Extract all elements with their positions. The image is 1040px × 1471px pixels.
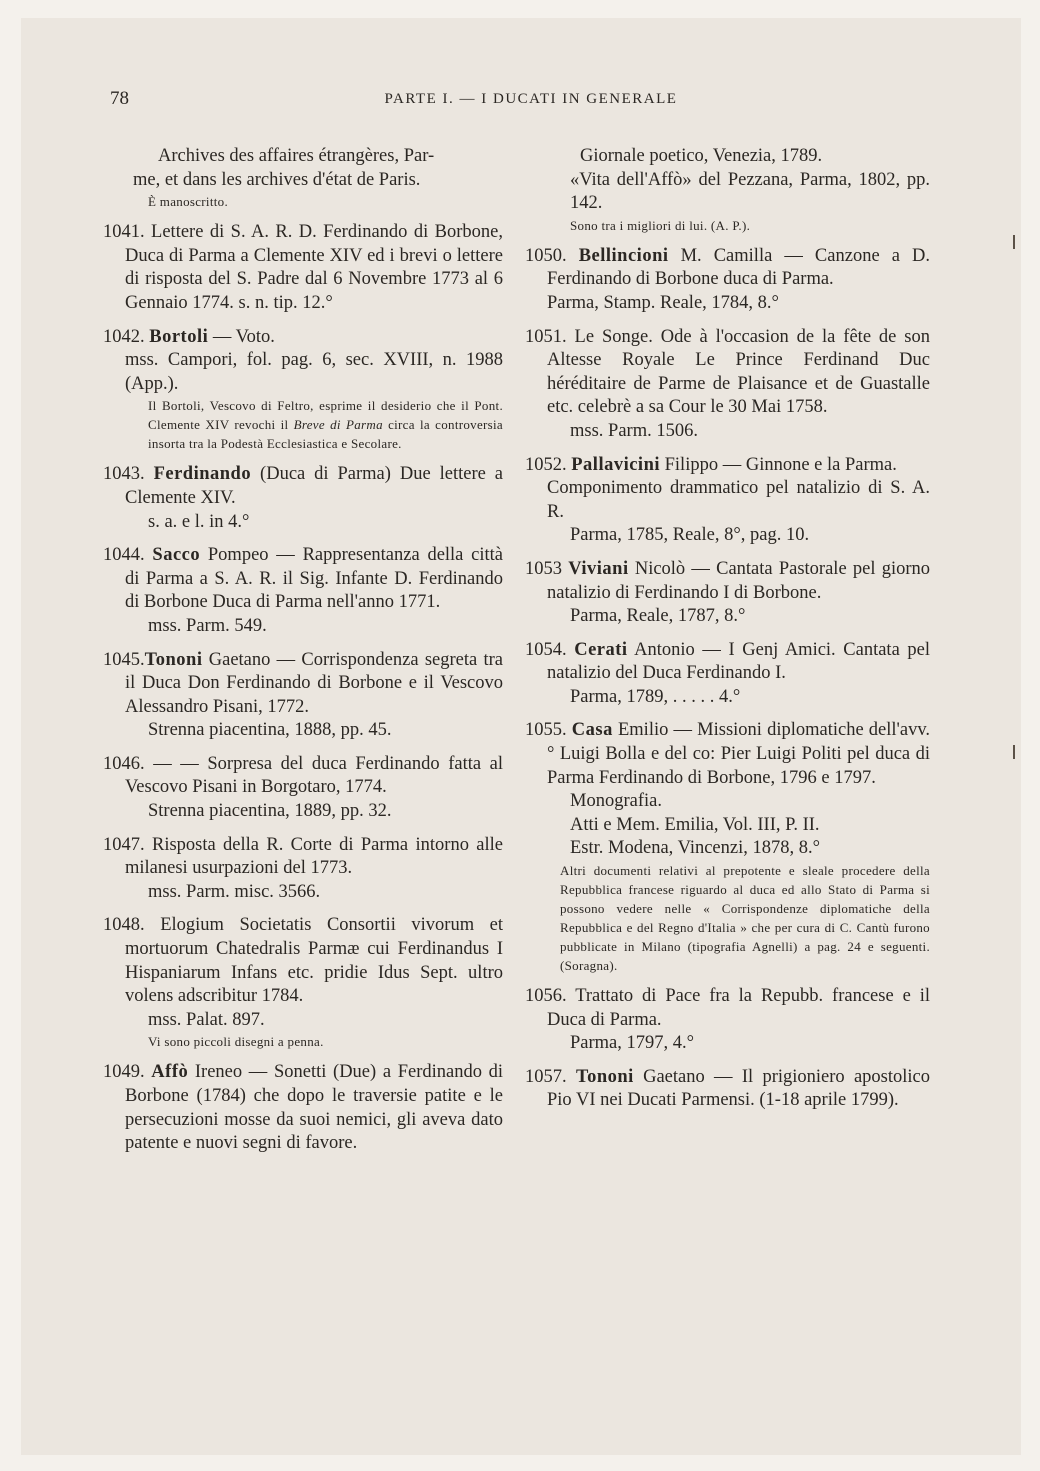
entry-note: Vi sono piccoli disegni a penna. [148, 1034, 324, 1050]
entry-number: 1044. [103, 545, 145, 566]
author-name: Bellincioni [578, 245, 669, 266]
entry-source: Strenna piacentina, 1889, pp. 32. [148, 801, 392, 822]
entry-number: 1057. [525, 1066, 567, 1087]
entry-number: 1043. [103, 464, 145, 485]
entry-title: (Duca di Parma) Due lettere a Clemente XIV. [125, 464, 503, 508]
entry-text: 1056. Trattato di Pace fra la Repubb. francese e il Duca di Parma. [525, 986, 930, 1030]
entry-title: M. Camilla — Canzone a D. Ferdinando di Borbone duca di Parma. [547, 245, 930, 290]
entry-number: 1053 [525, 558, 562, 579]
entry-1041 [103, 221, 503, 315]
entry-subtitle: Monografia. [570, 791, 662, 812]
entry-source: mss. Parm. misc. 3566. [148, 881, 321, 902]
continuation-entry [525, 145, 930, 235]
entry-source: mss. Parm. 549. [148, 615, 267, 636]
entry-1052 [525, 454, 930, 548]
author-name: Viviani [568, 558, 629, 579]
entry-text: 1041. Lettere di S. A. R. D. Ferdinando di Borbone, Duca di Parma a Clemente XIV ed i brevi o lettere di risposta del S. Padre dal 6 Novembre 1773 al 6 Gennaio 1774. s. n. tip. 12.° [103, 222, 503, 313]
entry-number: 1042. [103, 326, 145, 347]
entry-source: Parma, Stamp. Reale, 1784, 8.° [547, 292, 779, 313]
entry-1051 [525, 326, 930, 444]
note-emphasis: Breve di Parma [293, 417, 383, 433]
entry-title: Filippo — Ginnone e la Parma. [660, 454, 897, 475]
entry-note: Altri documenti relativi al prepotente e sleale procedere della Repubblica francese riguardo al duca ed allo Stato di Parma si possono vedere nelle « Corrispondenze diplomatiche della Repubblica e del Regno d'Italia » che per cura di C. Cantù furono pubblicate in Milano (tipografia Agnelli) a pag. 24 e seguenti. (Soragna). [560, 863, 930, 974]
entry-title: — Voto. [208, 326, 275, 347]
author-name: Ferdinando [153, 464, 252, 485]
entry-text: 1051. Le Songe. Ode à l'occasion de la fête de son Altesse Royale Le Prince Ferdinand Duc héréditaire de Parme de Plaisance et de Guastalle etc. celebrè a sa Cour le 30 Mai 1758. [525, 326, 930, 418]
entry-title: Ireneo — Sonetti (Due) a Ferdinando di Borbone (1784) che dopo le traversie patite e le persecuzioni mosse da suoi nemici, gli aveva dato patente e nuovi segni di favore. [125, 1062, 504, 1154]
entry-note: Sono tra i migliori di lui. (A. P.). [570, 217, 751, 233]
entry-text: 1046. — — Sorpresa del duca Ferdinando fatta al Vescovo Pisani in Borgotaro, 1774. [103, 753, 503, 798]
left-column [103, 145, 503, 1166]
continuation-entry [103, 145, 503, 211]
entry-1057 [525, 1066, 930, 1113]
entry-source: Parma, 1785, Reale, 8°, pag. 10. [570, 525, 810, 546]
entry-1050 [525, 245, 930, 316]
author-name: Affò [151, 1062, 189, 1083]
entry-source: mss. Palat. 897. [148, 1009, 265, 1030]
continuation-line: me, et dans les archives d'état de Paris. [133, 169, 421, 190]
entry-title: Emilio — Missioni diplomatiche dell'avv.° Luigi Bolla e del co: Pier Luigi Politi pel duca di Parma Ferdinando di Borbone, 1796 e 1797. [547, 720, 931, 788]
entry-1056 [525, 985, 930, 1056]
entry-source: Atti e Mem. Emilia, Vol. III, P. II. [570, 814, 820, 835]
continuation-line: «Vita dell'Affò» del Pezzana, Parma, 1802, pp. 142. [570, 169, 930, 214]
entry-text: 1047. Risposta della R. Corte di Parma intorno alle milanesi usurpazioni del 1773. [103, 834, 503, 879]
page-header [110, 88, 922, 112]
author-name: Tononi [575, 1066, 634, 1087]
entry-source: Strenna piacentina, 1888, pp. 45. [148, 720, 392, 741]
entry-note: È manoscritto. [148, 194, 229, 210]
entry-1054 [525, 639, 930, 710]
entry-1043 [103, 463, 503, 534]
entry-source: mss. Campori, fol. pag. 6, sec. XVIII, n. 1988 (App.). [125, 350, 503, 394]
author-name: Pallavicini [571, 454, 660, 475]
entry-1048 [103, 914, 503, 1051]
entry-number: 1049. [103, 1062, 145, 1083]
continuation-line: Archives des affaires étrangères, Par- [158, 146, 435, 166]
author-name: Bortoli [149, 326, 209, 347]
entry-number: 1052. [525, 454, 567, 475]
entry-1049 [103, 1061, 503, 1155]
author-name: Cerati [574, 639, 628, 660]
entry-title: Gaetano — Il prigioniero apostolico Pio VI nei Ducati Parmensi. (1-18 aprile 1799). [547, 1066, 930, 1111]
entry-source: mss. Parm. 1506. [570, 420, 698, 441]
entry-note: Il Bortoli, Vescovo di Feltro, esprime il desiderio che il Pont. Clemente XIV revochi il Breve di Parma circa la controversia insorta tra la Podestà Ecclesiastica e Secolare. [148, 398, 504, 452]
entry-number: 1054. [525, 639, 567, 660]
right-column [525, 145, 930, 1123]
entry-number: 1055. [525, 720, 567, 741]
entry-1046 [103, 753, 503, 824]
author-name: Tononi [144, 649, 203, 670]
continuation-line: Giornale poetico, Venezia, 1789. [580, 146, 823, 166]
entry-title: Pompeo — Rappresentanza della città di Parma a S. A. R. il Sig. Infante D. Ferdinando di Borbone Duca di Parma nell'anno 1771. [125, 545, 504, 613]
margin-mark [1013, 745, 1015, 759]
entry-1053 [525, 558, 930, 629]
author-name: Sacco [152, 545, 201, 566]
entry-1047 [103, 834, 503, 905]
entry-text: 1048. Elogium Societatis Consortii vivorum et mortuorum Chatedralis Parmæ cui Ferdinandus I Hispaniarum Infans etc. pridie Idus Sept. ultro volens adscribitur 1784. [103, 915, 503, 1007]
page-number: 78 [110, 88, 129, 109]
entry-title: Antonio — I Genj Amici. Cantata pel natalizio del Duca Ferdinando I. [547, 639, 930, 684]
running-title: PARTE I. — I DUCATI IN GENERALE [384, 91, 678, 107]
entry-number: 1050. [525, 245, 567, 266]
entry-number: 1045. [103, 649, 145, 670]
entry-source: s. a. e l. in 4.° [148, 511, 250, 532]
entry-source: Parma, 1797, 4.° [570, 1033, 695, 1054]
entry-title: Nicolò — Cantata Pastorale pel giorno natalizio di Ferdinando I di Borbone. [547, 558, 930, 603]
entry-1045 [103, 649, 503, 743]
entry-1055 [525, 719, 930, 975]
entry-source: Parma, 1789, . . . . . 4.° [570, 686, 741, 707]
entry-1044 [103, 544, 503, 638]
entry-1042 [103, 326, 503, 454]
entry-title: Gaetano — Corrispondenza segreta tra il Duca Don Ferdinando di Borbone e il Vescovo Alessandro Pisani, 1772. [125, 649, 503, 717]
entry-source: Parma, Reale, 1787, 8.° [570, 606, 746, 627]
margin-mark [1013, 235, 1015, 249]
entry-source: Estr. Modena, Vincenzi, 1878, 8.° [570, 838, 821, 859]
entry-subtitle: Componimento drammatico pel natalizio di S. A. R. [547, 478, 930, 522]
author-name: Casa [571, 720, 613, 741]
